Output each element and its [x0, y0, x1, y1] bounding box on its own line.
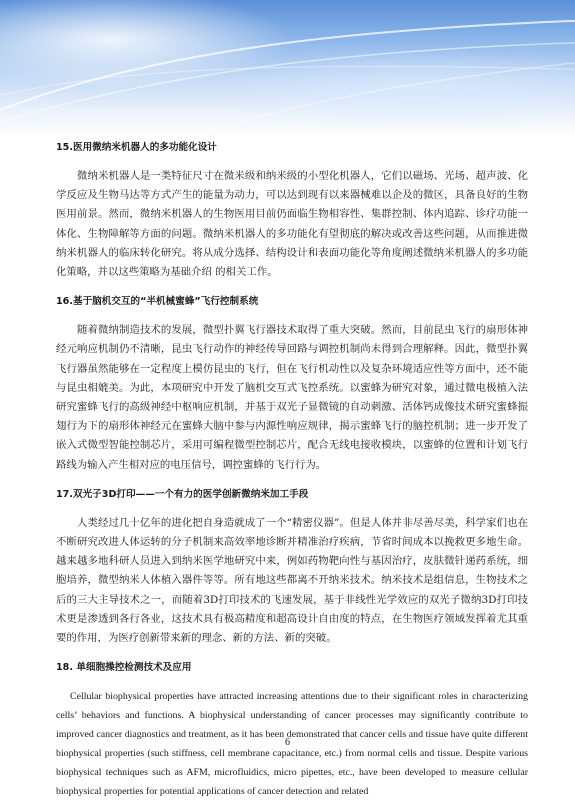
section-paragraph: 人类经过几十亿年的进化把自身造就成了一个“精密仪器”。但是人体并非尽善尽美，科学家们也在不断研究改进人体运转的分子机制来高效率地诊断并精准治疗疾病，节省时间成本以挽救更多地生命。越来越多地科研人员进入到纳米医学地研究中来，例如药物靶向性与基因治疗，皮肤微针递药系统，细胞培养，微型纳米人体植入器件等等。所有地这些都离不开纳米技术。纳米技术是组信息，生物技术之后的三大主导技术之一，而随着3D打印技术的飞速发展，基于非线性光学效应的双光子微纳3D打印技术更是渗透到各行各业，这技术具有极高精度和超高设计自由度的特点，在生物医疗领域发挥着尤其重要的作用，为医疗创新带来新的理念、新的方法、新的突破。 — [56, 516, 528, 645]
section-heading: 15.医用微纳米机器人的多功能化设计 — [56, 142, 217, 153]
section-paragraph: 随着微纳制造技术的发展，微型扑翼飞行器技术取得了重大突破。然而，目前昆虫飞行的扇形体神经元响应机制仍不清晰，昆虫飞行动作的神经传导回路与调控机制尚未得到合理解释。因此，微型扑翼飞行器虽然能够在一定程度上模仿昆虫的飞行，但在飞行机动性以及复杂环境适应性等方面中，还不能与昆虫相媲美。为此，本项研究中开发了脑机交互式飞控系统。以蜜蜂为研究对象，通过微电极植入法研究蜜蜂飞行的高级神经中枢响应机制，并基于双光子显微镜的自动刺激、活体钙成像技术研究蜜蜂振翅行为下的扇形体神经元在蜜蜂大脑中参与内源性响应规律，揭示蜜蜂飞行的脑控机制；进一步开发了嵌入式微型智能控制芯片，采用可编程微型控制芯片，配合无线电接收模块，以蜜蜂的位置和计划飞行路线为输入产生相对应的电压信号，调控蜜蜂的飞行行为。 — [56, 324, 528, 471]
section-heading: 17.双光子3D打印——一个有力的医学创新微纳米加工手段 — [56, 488, 309, 500]
header-banner — [0, 0, 575, 140]
page-number: 6 — [285, 737, 290, 748]
section-heading: 16.基于脑机交互的“半机械蜜蜂”飞行控制系统 — [56, 296, 259, 308]
section-15 — [56, 138, 528, 282]
section-16 — [56, 292, 528, 475]
section-heading: 18. 单细胞操控检测技术及应用 — [56, 662, 192, 674]
banner-wave-decoration — [0, 0, 575, 140]
section-17 — [56, 485, 528, 648]
page-content — [56, 138, 528, 811]
section-18 — [56, 658, 528, 801]
section-paragraph: 微纳米机器人是一类特征尺寸在微米级和纳米级的小型化机器人，它们以磁场、光场、超声波、化学反应及生物马达等方式产生的能量为动力，可以达到现有以来器械难以企及的微区，具备良好的生物医用前景。然而，微纳米机器人的生物医用目前仍面临生物相容性、集群控制、体内追踪、诊疗功能一体化、生物障解等方面的问题。微纳米机器人的多功能化有望彻底的解决或改善这些问题，从而推进微纳米机器人的临床转化研究。将从成分选择、结构设计和表面功能化等角度阐述微纳米机器人的多功能化策略，并以这些策略为基础介绍 的相关工作。 — [56, 170, 528, 279]
section-paragraph: Cellular biophysical properties have attracted increasing attentions due to their significant roles in characterizing cells’ behaviors and functions. A biophysical understanding of cancer processes may significantly contribute to improved cancer diagnostics and treatment, as it has been demonstrated that cancer cells and tissue have quite different biophysical properties (such stiffness, cell membrane capacitance, etc.) from normal cells and tissue. Despite various biophysical techniques such as AFM, microfluidics, micro pipettes, etc., have been developed to measure cellular biophysical properties for potential applications of cancer detection and related — [56, 691, 528, 798]
